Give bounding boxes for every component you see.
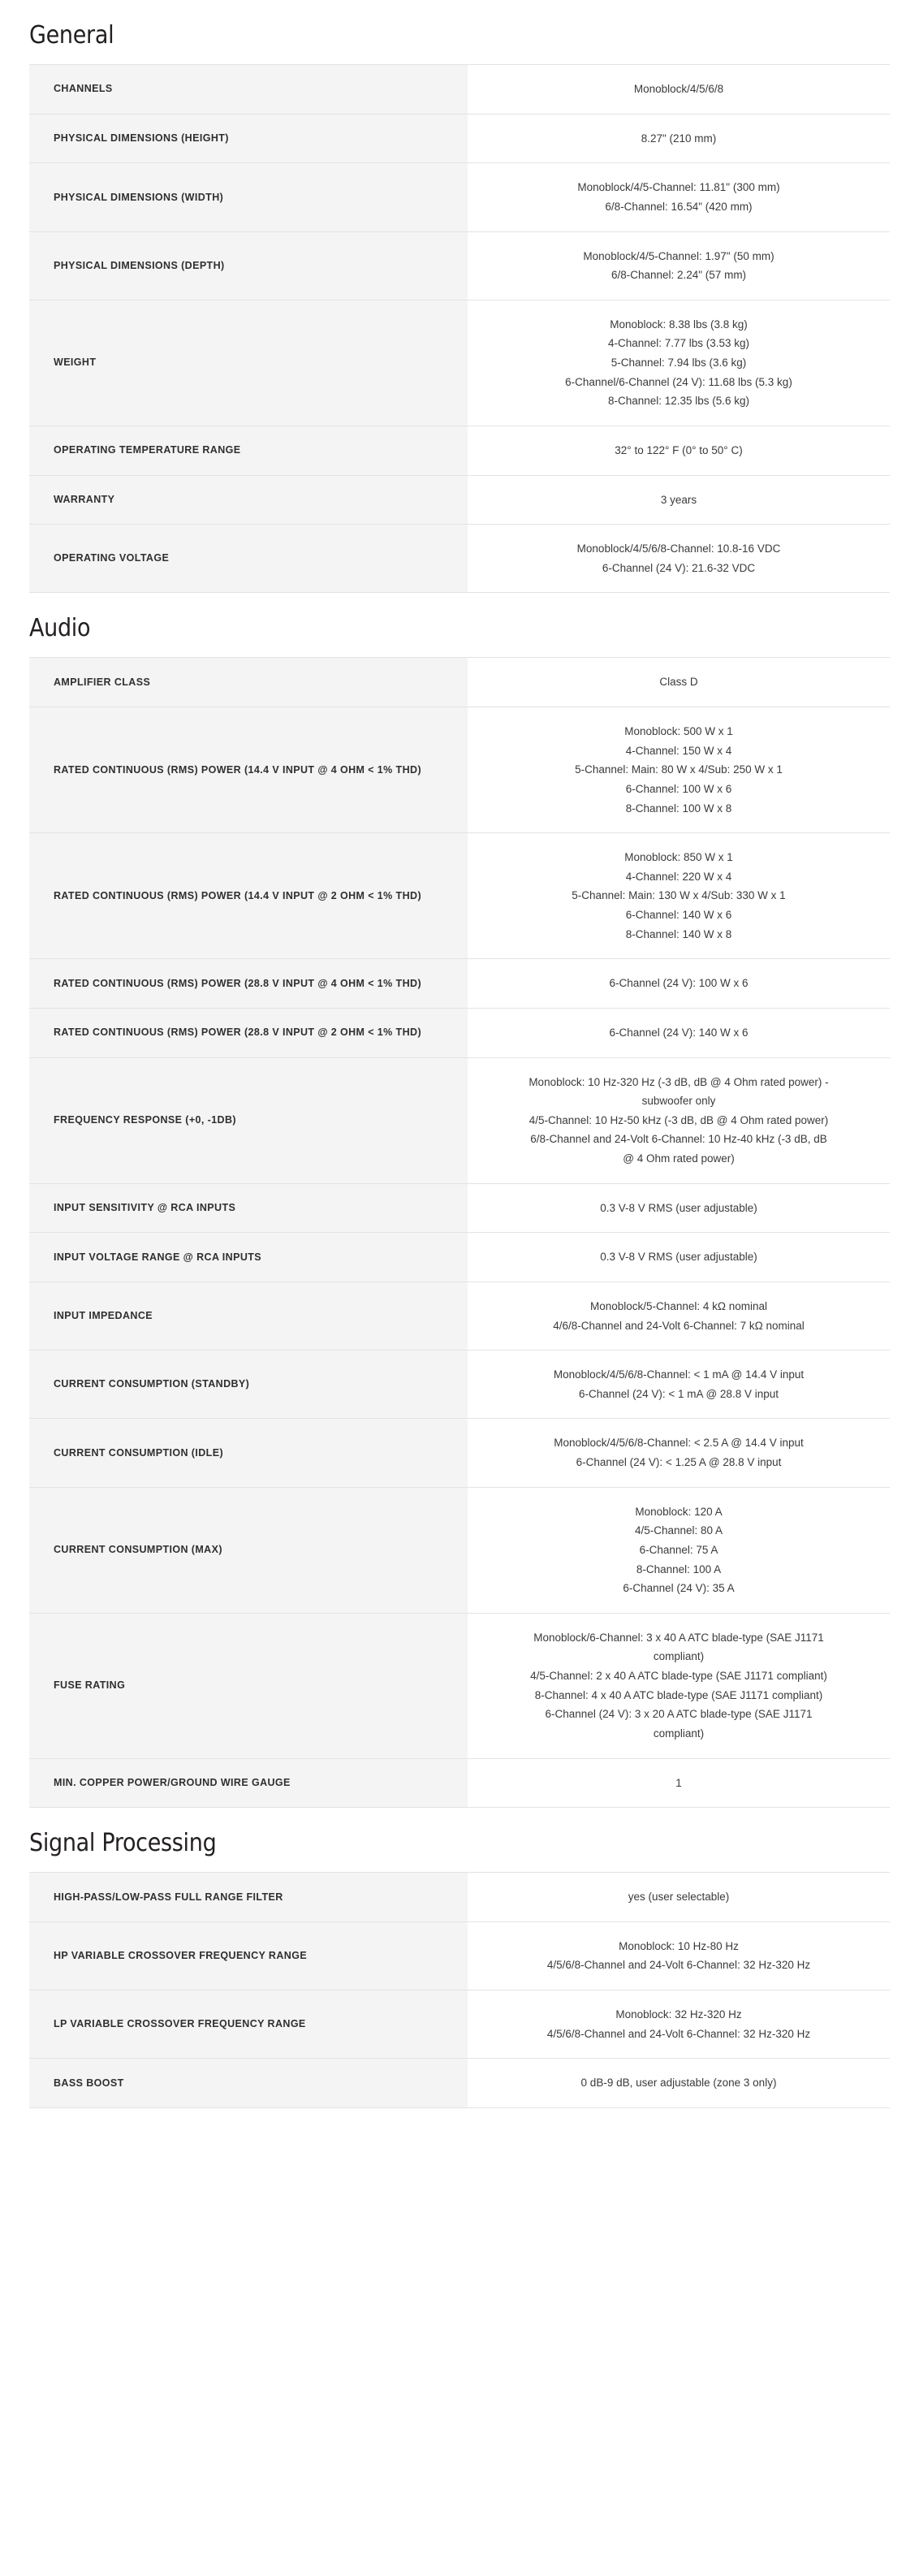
spec-value-line: Monoblock/4/5/6/8-Channel: 10.8-16 VDC — [576, 542, 781, 555]
spec-value-line: yes (user selectable) — [628, 1891, 730, 1904]
spec-value-line: 6-Channel (24 V): < 1.25 A @ 28.8 V input — [576, 1456, 782, 1468]
spec-value-line: 4-Channel: 7.77 lbs (3.53 kg) — [607, 337, 750, 350]
spec-value — [468, 1282, 890, 1350]
spec-value-line: 6-Channel (24 V): 3 x 20 A ATC blade-type (SAE J1171 — [545, 1708, 813, 1721]
spec-label: PHYSICAL DIMENSIONS (WIDTH) — [29, 163, 468, 231]
spec-value — [468, 163, 890, 231]
spec-label: OPERATING VOLTAGE — [29, 525, 468, 593]
spec-value — [468, 426, 890, 475]
spec-value — [468, 1233, 890, 1282]
spec-label: RATED CONTINUOUS (RMS) POWER (28.8 V INPUT @ 4 OHM < 1% THD) — [29, 959, 468, 1009]
spec-label: HIGH-PASS/LOW-PASS FULL RANGE FILTER — [29, 1873, 468, 1922]
spec-value — [468, 300, 890, 426]
spec-label: RATED CONTINUOUS (RMS) POWER (14.4 V INPUT @ 4 OHM < 1% THD) — [29, 707, 468, 833]
table-row — [29, 163, 890, 231]
table-row — [29, 1419, 890, 1487]
table-row — [29, 114, 890, 163]
spec-label: MIN. COPPER POWER/GROUND WIRE GAUGE — [29, 1758, 468, 1808]
section-title: General — [29, 21, 114, 50]
spec-section — [29, 1829, 890, 2108]
spec-value-line: 3 years — [660, 493, 697, 506]
spec-label: INPUT VOLTAGE RANGE @ RCA INPUTS — [29, 1233, 468, 1282]
spec-value-line: Monoblock: 10 Hz-320 Hz (-3 dB, dB @ 4 Ohm rated power) - — [529, 1075, 829, 1088]
spec-value-line: 8.27" (210 mm) — [641, 132, 717, 145]
spec-value-line: 8-Channel: 100 A — [636, 1562, 722, 1575]
spec-section — [29, 21, 890, 593]
spec-section — [29, 614, 890, 1808]
table-row — [29, 475, 890, 525]
spec-value — [468, 525, 890, 593]
section-title: Audio — [29, 614, 91, 643]
table-row — [29, 1990, 890, 2059]
spec-value-line: Monoblock: 32 Hz-320 Hz — [615, 2008, 742, 2021]
spec-label: WARRANTY — [29, 475, 468, 525]
table-row — [29, 2059, 890, 2108]
spec-value — [468, 1873, 890, 1922]
spec-value-line: 4/5-Channel: 80 A — [634, 1524, 723, 1537]
spec-label: WEIGHT — [29, 300, 468, 426]
spec-value-line: 6-Channel (24 V): 100 W x 6 — [609, 977, 749, 990]
spec-value — [468, 658, 890, 707]
spec-value-line: Monoblock/4/5-Channel: 11.81" (300 mm) — [577, 181, 780, 194]
spec-value-line: @ 4 Ohm rated power) — [623, 1152, 735, 1165]
spec-value-line: Monoblock: 10 Hz-80 Hz — [619, 1939, 739, 1952]
spec-value-line: 1 — [675, 1776, 682, 1789]
spec-value-line: Monoblock/4/5/6/8-Channel: < 1 mA @ 14.4 V input — [553, 1368, 805, 1381]
spec-value-line: 4-Channel: 150 W x 4 — [625, 744, 732, 757]
spec-value-line: Monoblock: 8.38 lbs (3.8 kg) — [610, 318, 748, 331]
table-row — [29, 658, 890, 707]
spec-value-line: 8-Channel: 12.35 lbs (5.6 kg) — [607, 395, 750, 408]
spec-value-line: 0 dB-9 dB, user adjustable (zone 3 only) — [580, 2077, 777, 2090]
sections-container — [29, 21, 890, 2108]
spec-value — [468, 1419, 890, 1487]
table-row — [29, 1233, 890, 1282]
spec-value — [468, 1613, 890, 1758]
spec-label: HP VARIABLE CROSSOVER FREQUENCY RANGE — [29, 1921, 468, 1990]
spec-value-line: compliant) — [653, 1727, 705, 1740]
spec-value-line: 6/8-Channel: 16.54" (420 mm) — [605, 200, 753, 213]
spec-value-line: 5-Channel: Main: 130 W x 4/Sub: 330 W x 1 — [572, 889, 786, 902]
spec-value-line: Monoblock: 850 W x 1 — [624, 851, 733, 864]
spec-value-line: 6-Channel: 140 W x 6 — [625, 909, 732, 921]
spec-value — [468, 2059, 890, 2108]
table-row — [29, 231, 890, 300]
spec-table — [29, 1872, 890, 2108]
spec-label: BASS BOOST — [29, 2059, 468, 2108]
table-row — [29, 1282, 890, 1350]
spec-value-line: 8-Channel: 4 x 40 A ATC blade-type (SAE J1171 compliant) — [534, 1688, 823, 1701]
spec-value-line: 6-Channel (24 V): 35 A — [623, 1582, 735, 1595]
section-title: Signal Processing — [29, 1829, 217, 1858]
spec-value-line: Monoblock: 120 A — [635, 1505, 723, 1518]
spec-value — [468, 959, 890, 1009]
spec-label: FREQUENCY RESPONSE (+0, -1DB) — [29, 1057, 468, 1183]
spec-label: CHANNELS — [29, 65, 468, 115]
spec-label: RATED CONTINUOUS (RMS) POWER (28.8 V INPUT @ 2 OHM < 1% THD) — [29, 1008, 468, 1057]
table-row — [29, 1351, 890, 1419]
spec-label: LP VARIABLE CROSSOVER FREQUENCY RANGE — [29, 1990, 468, 2059]
table-row — [29, 1183, 890, 1233]
spec-label: PHYSICAL DIMENSIONS (DEPTH) — [29, 231, 468, 300]
spec-value-line: 6/8-Channel: 2.24" (57 mm) — [611, 269, 747, 282]
spec-value-line: Monoblock/6-Channel: 3 x 40 A ATC blade-type (SAE J1171 — [533, 1631, 824, 1644]
spec-label: CURRENT CONSUMPTION (IDLE) — [29, 1419, 468, 1487]
spec-sheet — [0, 21, 919, 2149]
table-row — [29, 707, 890, 833]
table-row — [29, 959, 890, 1009]
spec-value-line: 6-Channel/6-Channel (24 V): 11.68 lbs (5.3 kg) — [565, 375, 792, 388]
spec-label: INPUT SENSITIVITY @ RCA INPUTS — [29, 1183, 468, 1233]
spec-value-line: 4-Channel: 220 W x 4 — [625, 870, 732, 883]
spec-value-line: 6-Channel (24 V): 140 W x 6 — [609, 1026, 749, 1039]
spec-value-line: Monoblock/5-Channel: 4 kΩ nominal — [590, 1299, 767, 1312]
spec-value-line: 4/5/6/8-Channel and 24-Volt 6-Channel: 32 Hz-320 Hz — [546, 1959, 811, 1972]
spec-value-line: subwoofer only — [641, 1095, 716, 1108]
spec-label: PHYSICAL DIMENSIONS (HEIGHT) — [29, 114, 468, 163]
spec-value — [468, 1183, 890, 1233]
spec-label: CURRENT CONSUMPTION (STANDBY) — [29, 1351, 468, 1419]
spec-value — [468, 475, 890, 525]
table-row — [29, 1758, 890, 1808]
table-row — [29, 525, 890, 593]
spec-label: AMPLIFIER CLASS — [29, 658, 468, 707]
spec-value-line: 8-Channel: 100 W x 8 — [625, 802, 732, 815]
spec-value-line: 4/5-Channel: 10 Hz-50 kHz (-3 dB, dB @ 4 Ohm rated power) — [529, 1113, 829, 1126]
spec-label: OPERATING TEMPERATURE RANGE — [29, 426, 468, 475]
spec-value-line: 32° to 122° F (0° to 50° C) — [615, 443, 743, 456]
spec-value-line: Monoblock/4/5/6/8 — [633, 83, 724, 95]
spec-value-line: 6-Channel: 100 W x 6 — [625, 782, 732, 795]
table-row — [29, 1487, 890, 1613]
spec-value-line: 0.3 V-8 V RMS (user adjustable) — [600, 1251, 757, 1264]
table-row — [29, 1873, 890, 1922]
spec-value-line: 4/5-Channel: 2 x 40 A ATC blade-type (SAE J1171 compliant) — [530, 1670, 827, 1682]
spec-value-line: 5-Channel: Main: 80 W x 4/Sub: 250 W x 1 — [575, 763, 783, 776]
spec-value-line: 6/8-Channel and 24-Volt 6-Channel: 10 Hz-40 kHz (-3 dB, dB — [530, 1133, 827, 1146]
spec-table — [29, 64, 890, 593]
spec-value — [468, 231, 890, 300]
spec-value — [468, 1758, 890, 1808]
spec-value — [468, 833, 890, 959]
spec-value — [468, 1487, 890, 1613]
spec-value-line: 0.3 V-8 V RMS (user adjustable) — [600, 1201, 757, 1214]
spec-value-line: 6-Channel: 75 A — [639, 1543, 718, 1556]
spec-value — [468, 65, 890, 115]
spec-value-line: Class D — [659, 676, 698, 689]
spec-value — [468, 1008, 890, 1057]
spec-value-line: 6-Channel (24 V): < 1 mA @ 28.8 V input — [579, 1387, 779, 1400]
spec-label: INPUT IMPEDANCE — [29, 1282, 468, 1350]
spec-table — [29, 657, 890, 1808]
table-row — [29, 65, 890, 115]
spec-value — [468, 114, 890, 163]
spec-value-line: compliant) — [653, 1650, 705, 1663]
spec-value-line: 4/6/8-Channel and 24-Volt 6-Channel: 7 kΩ nominal — [553, 1319, 805, 1332]
spec-value-line: 5-Channel: 7.94 lbs (3.6 kg) — [611, 357, 747, 369]
spec-value-line: 6-Channel (24 V): 21.6-32 VDC — [602, 561, 756, 574]
table-row — [29, 1057, 890, 1183]
table-row — [29, 1613, 890, 1758]
spec-label: CURRENT CONSUMPTION (MAX) — [29, 1487, 468, 1613]
spec-value-line: Monoblock/4/5-Channel: 1.97" (50 mm) — [583, 249, 774, 262]
spec-value-line: 4/5/6/8-Channel and 24-Volt 6-Channel: 32 Hz-320 Hz — [546, 2027, 811, 2040]
spec-label: RATED CONTINUOUS (RMS) POWER (14.4 V INPUT @ 2 OHM < 1% THD) — [29, 833, 468, 959]
table-row — [29, 1008, 890, 1057]
table-row — [29, 1921, 890, 1990]
table-row — [29, 426, 890, 475]
spec-value — [468, 1351, 890, 1419]
spec-value — [468, 1990, 890, 2059]
spec-value — [468, 1921, 890, 1990]
spec-value — [468, 707, 890, 833]
table-row — [29, 833, 890, 959]
spec-label: FUSE RATING — [29, 1613, 468, 1758]
spec-value-line: 8-Channel: 140 W x 8 — [625, 927, 732, 940]
spec-value — [468, 1057, 890, 1183]
spec-value-line: Monoblock: 500 W x 1 — [624, 725, 733, 737]
spec-value-line: Monoblock/4/5/6/8-Channel: < 2.5 A @ 14.4 V input — [554, 1437, 804, 1450]
table-row — [29, 300, 890, 426]
